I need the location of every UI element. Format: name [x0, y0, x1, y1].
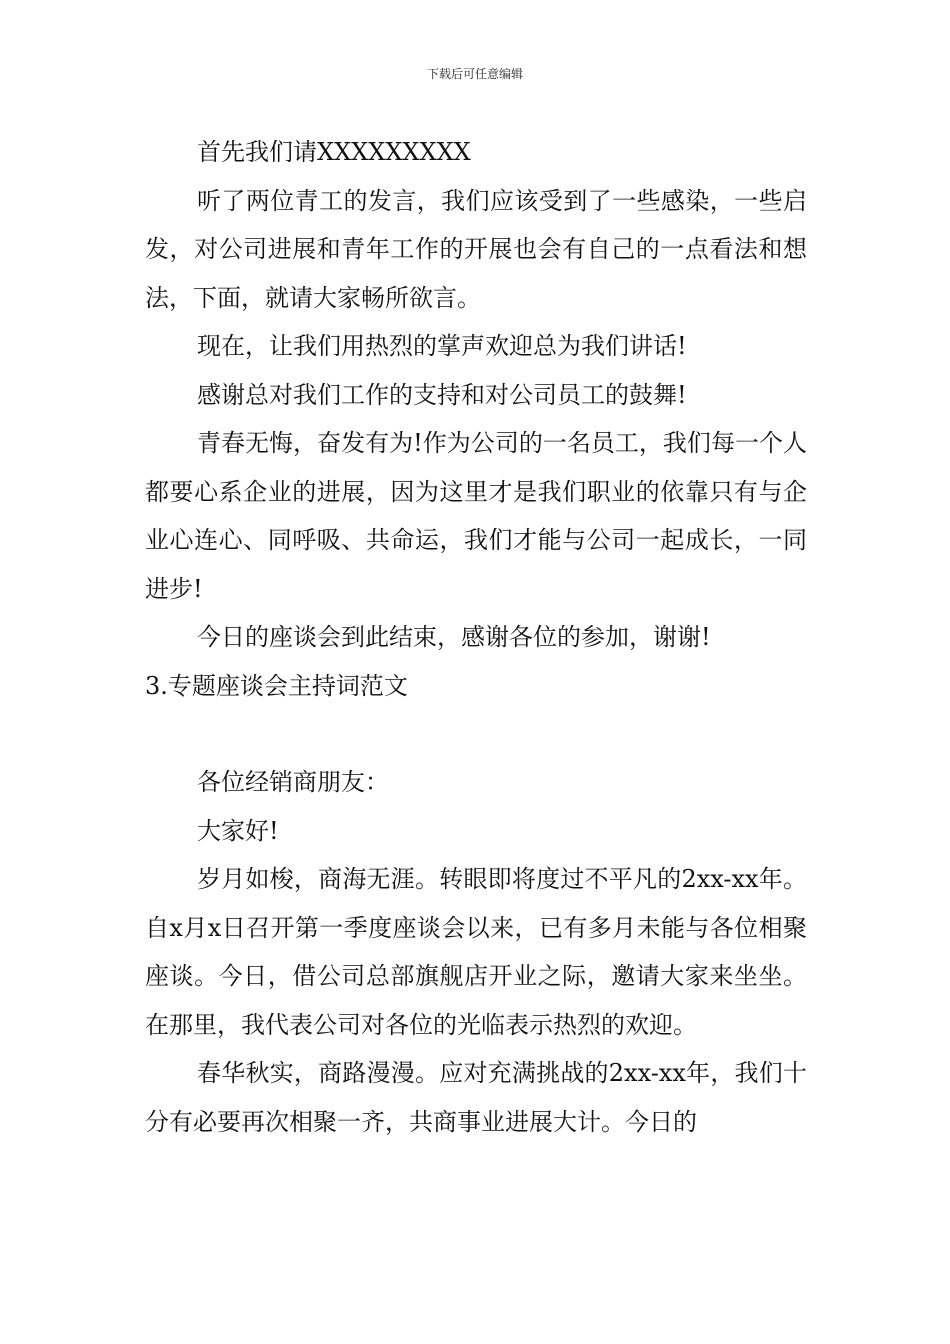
paragraph-welcome-speech: 现在，让我们用热烈的掌声欢迎总为我们讲话!: [197, 332, 687, 360]
paragraph-outlook: 春华秋实，商路漫漫。应对充满挑战的2xx-xx年，我们十分有必要再次相聚一齐，共商事业进展大计。今日的: [145, 1059, 807, 1136]
paragraph-salutation: 各位经销商朋友：: [197, 768, 389, 796]
paragraph-youth: 青春无悔，奋发有为!作为公司的一名员工，我们每一个人都要心系企业的进展，因为这里才是我们职业的依靠只有与企业心连心、同呼吸、共命运，我们才能与公司一起成长，一同进步!: [145, 429, 807, 603]
paragraph-intro: 首先我们请XXXXXXXXX: [197, 138, 471, 166]
document-body: [145, 128, 807, 1146]
paragraph-thanks: 感谢总对我们工作的支持和对公司员工的鼓舞!: [197, 380, 687, 409]
page-header-note: 下载后可任意编辑: [426, 67, 523, 81]
paragraph-discussion: 听了两位青工的发言，我们应该受到了一些感染，一些启发，对公司进展和青年工作的开展也会有自己的一点看法和想法，下面，就请大家畅所欲言。: [145, 186, 807, 312]
section-heading: 3.专题座谈会主持词范文: [145, 671, 408, 700]
paragraph-closing: 今日的座谈会到此结束，感谢各位的参加，谢谢!: [197, 623, 711, 651]
section-gap: [145, 710, 807, 758]
paragraph-greeting: 大家好!: [197, 816, 279, 845]
paragraph-opening: 岁月如梭，商海无涯。转眼即将度过不平凡的2xx-xx年。自x月x日召开第一季度座谈会以来，已有多月未能与各位相聚座谈。今日，借公司总部旗舰店开业之际，邀请大家来坐坐。在那里，我代表公司对各位的光临表示热烈的欢迎。: [145, 865, 807, 1039]
